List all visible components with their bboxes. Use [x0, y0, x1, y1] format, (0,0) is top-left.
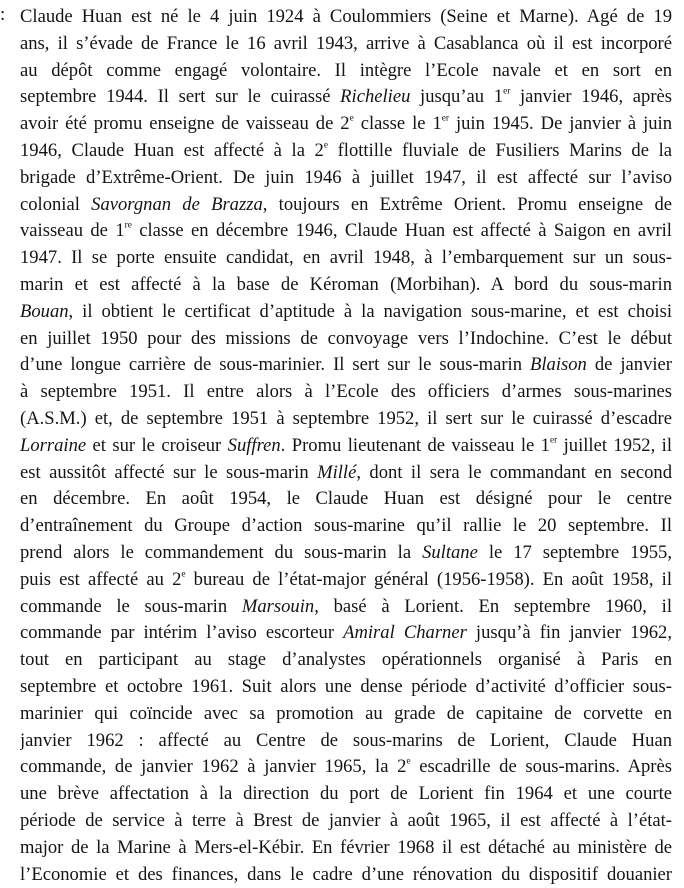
text-line [20, 460, 672, 487]
text-line [20, 754, 672, 781]
text-run: janvier 1946, après [510, 86, 672, 107]
text-run: marinier qui coïncide avec sa promotion au grade de capitaine de corvette en [20, 703, 672, 724]
italic-title-run: Suffren [228, 435, 281, 456]
text-run: , toujours en Extrême Orient. Promu enseigne de [263, 194, 672, 215]
text-run: 1946, Claude Huan est affecté à la 2 [20, 140, 324, 161]
text-line [20, 406, 672, 433]
text-line [20, 4, 672, 31]
text-line [20, 701, 672, 728]
italic-title-run: Bouan [20, 301, 69, 322]
text-line [20, 138, 672, 165]
text-line [20, 594, 672, 621]
text-run: à septembre 1951. Il entre alors à l’Ecole des officiers d’armes sous-marines [20, 381, 672, 402]
superscript-run: e [406, 757, 410, 767]
text-run: jusqu’au 1 [410, 86, 503, 107]
text-run: brigade d’Extrême-Orient. De juin 1946 à juillet 1947, il est affecté sur l’aviso [20, 167, 672, 188]
text-line [20, 352, 672, 379]
italic-title-run: Amiral Charner [343, 622, 467, 643]
text-line [20, 620, 672, 647]
text-run: juin 1945. De janvier à juin [449, 113, 672, 134]
text-run: en décembre. En août 1954, le Claude Huan est désigné pour le centre [20, 488, 672, 509]
text-run: le 17 septembre 1955, [478, 542, 672, 563]
text-line [20, 379, 672, 406]
text-line [20, 326, 672, 353]
text-run: l’Economie et des finances, dans le cadre d’une rénovation du dispositif douanier [20, 864, 672, 885]
text-run: au dépôt comme engagé volontaire. Il intègre l’Ecole navale et en sort en [20, 60, 672, 81]
text-run: bureau de l’état-major général (1956-1958). En août 1958, il [186, 569, 672, 590]
text-line [20, 540, 672, 567]
text-line [20, 674, 672, 701]
text-run: escadrille de sous-marins. Après [411, 756, 672, 777]
text-line [20, 111, 672, 138]
italic-title-run: Lorraine [20, 435, 86, 456]
text-line [20, 513, 672, 540]
text-run: Claude Huan est né le 4 juin 1924 à Coulommiers (Seine et Marne). Agé de 19 [20, 6, 672, 27]
superscript-run: er [550, 435, 557, 445]
text-line [20, 245, 672, 272]
text-run: en juillet 1950 pour des missions de convoyage vers l’Indochine. C’est le début [20, 328, 672, 349]
text-line [20, 862, 672, 888]
text-line [20, 486, 672, 513]
text-run: jusqu’à fin janvier 1962, [467, 622, 672, 643]
text-run: commande par intérim l’aviso escorteur [20, 622, 343, 643]
text-run: commande, de janvier 1962 à janvier 1965, la 2 [20, 756, 406, 777]
italic-title-run: Sultane [422, 542, 478, 563]
superscript-run: er [503, 87, 510, 97]
italic-title-run: Millé [317, 462, 356, 483]
text-run: classe le 1 [354, 113, 442, 134]
italic-title-run: Richelieu [340, 86, 410, 107]
text-run: tout en participant au stage d’analystes opérationnels organisé à Paris en [20, 649, 672, 670]
cropped-edge-punctuation: : [0, 4, 5, 26]
text-run: major de la Marine à Mers-el-Kébir. En février 1968 il est détaché au ministère de [20, 837, 672, 858]
text-run: juillet 1952, il [557, 435, 672, 456]
text-line [20, 728, 672, 755]
text-run: période de service à terre à Brest de janvier à août 1965, il est affecté à l’état- [20, 810, 672, 831]
text-run: flottille fluviale de Fusiliers Marins de la [328, 140, 672, 161]
text-run: puis est affecté au 2 [20, 569, 181, 590]
italic-title-run: Blaison [530, 354, 587, 375]
text-run: classe en décembre 1946, Claude Huan est affecté à Saigon en avril [132, 220, 672, 241]
text-line [20, 647, 672, 674]
text-line [20, 192, 672, 219]
text-run: . Promu lieutenant de vaisseau le 1 [281, 435, 550, 456]
text-run: septembre et octobre 1961. Suit alors une dense période d’activité d’officier sous- [20, 676, 672, 697]
text-run: une brève affectation à la direction du port de Lorient fin 1964 et une courte [20, 783, 672, 804]
text-run: d’une longue carrière de sous-marinier. Il sert sur le sous-marin [20, 354, 530, 375]
text-line [20, 781, 672, 808]
text-run: colonial [20, 194, 91, 215]
italic-title-run: Marsouin [242, 596, 314, 617]
text-line [20, 433, 672, 460]
text-run: marin et est affecté à la base de Kéroman (Morbihan). A bord du sous-marin [20, 274, 672, 295]
text-run: avoir été promu enseigne de vaisseau de 2 [20, 113, 350, 134]
superscript-run: e [350, 114, 354, 124]
text-run: ans, il s’évade de France le 16 avril 1943, arrive à Casablanca où il est incorporé [20, 33, 672, 54]
text-line [20, 58, 672, 85]
italic-title-run: Savorgnan de Brazza [91, 194, 263, 215]
text-run: de janvier [587, 354, 672, 375]
text-line [20, 299, 672, 326]
text-run: 1947. Il se porte ensuite candidat, en avril 1948, à l’embarquement sur un sous- [20, 247, 672, 268]
text-line [20, 835, 672, 862]
text-line [20, 165, 672, 192]
superscript-run: er [442, 114, 449, 124]
text-run: (A.S.M.) et, de septembre 1951 à septembre 1952, il sert sur le cuirassé d’escadre [20, 408, 672, 429]
superscript-run: e [324, 141, 328, 151]
biography-paragraph [20, 4, 672, 888]
text-line [20, 31, 672, 58]
text-run: est aussitôt affecté sur le sous-marin [20, 462, 317, 483]
text-run: , il obtient le certificat d’aptitude à la navigation sous-marine, et est choisi [69, 301, 672, 322]
text-run: d’entraînement du Groupe d’action sous-marine qu’il rallie le 20 septembre. Il [20, 515, 672, 536]
text-line [20, 808, 672, 835]
text-run: janvier 1962 : affecté au Centre de sous-marins de Lorient, Claude Huan [20, 730, 672, 751]
text-run: prend alors le commandement du sous-marin la [20, 542, 422, 563]
text-run: septembre 1944. Il sert sur le cuirassé [20, 86, 340, 107]
text-line [20, 84, 672, 111]
superscript-run: e [181, 569, 185, 579]
text-run: , dont il sera le commandant en second [356, 462, 672, 483]
text-line [20, 218, 672, 245]
text-run: et sur le croiseur [86, 435, 228, 456]
text-line [20, 567, 672, 594]
text-run: , basé à Lorient. En septembre 1960, il [314, 596, 672, 617]
text-run: vaisseau de 1 [20, 220, 125, 241]
text-run: commande le sous-marin [20, 596, 242, 617]
superscript-run: re [125, 221, 132, 231]
text-line [20, 272, 672, 299]
